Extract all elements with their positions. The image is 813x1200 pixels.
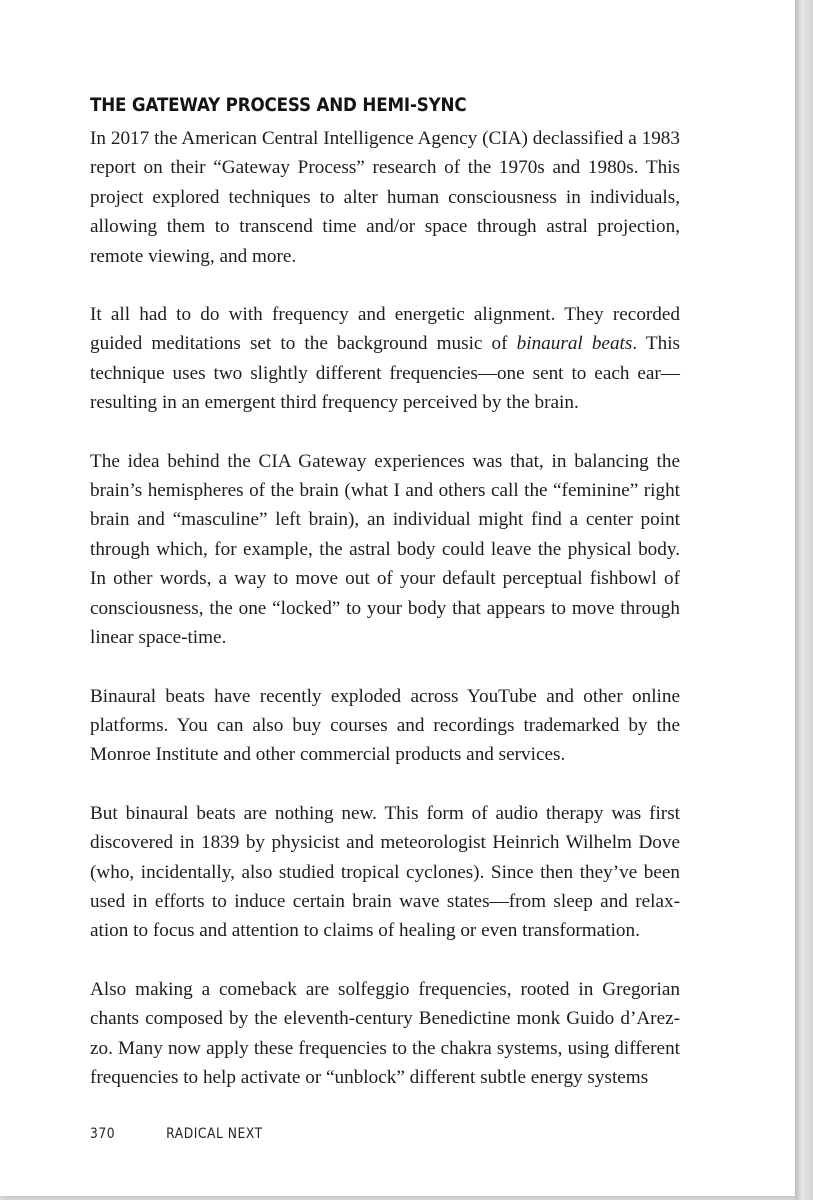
paragraph-2-part-2: . This technique uses two slightly different frequencies—one sent to each ear—resulting in an emergent third frequency perceived by the brain. [90,333,681,414]
paragraph-2-part-1: It all had to do with frequency and energetic alignment. They recorded guided meditations set to the background music of [90,304,680,355]
running-title: RADICAL NEXT [166,1126,263,1142]
page-number: 370 [90,1126,116,1142]
paragraph-5: But binaural beats are nothing new. This form of audio therapy was first discovered in 1839 by physicist and meteorologist Heinrich Wilhelm Dove (who, incidentally, also studied tropical cyclones). Since then they’ve been used in efforts to induce certain brain wave states—from sleep and relaxation to focus and attention to claims of healing or even transformation. [90,802,680,942]
paragraph-6: Also making a comeback are solfeggio frequencies, rooted in Gregorian chants composed by the eleventh-century Benedictine monk Guido d’Arezzo. Many now apply these frequencies to the chakra systems, using different frequencies to help activate or “unblock” different subtle energy systems [90,978,680,1088]
page-content [90,88,680,1121]
page-edge [795,0,813,1200]
page-footer [90,1126,263,1142]
paragraph-3: The idea behind the CIA Gateway experiences was that, in balancing the brain’s hemispheres of the brain (what I and others call the “feminine” right brain and “masculine” left brain), an individual might find a center point through which, for example, the astral body could leave the physical body. In other words, a way to move out of your default perceptual fishbowl of consciousness, the one “locked” to your body that appears to move through linear space-time. [90,450,680,649]
paragraph-2 [90,300,680,418]
paragraph-4: Binaural beats have recently exploded across YouTube and other online platforms. You can also buy courses and recordings trademarked by the Monroe Institute and other commercial products and services. [90,685,680,766]
paragraph-2-italic: binaural beats [516,333,633,355]
section-heading: THE GATEWAY PROCESS AND HEMI-SYNC [90,94,467,116]
paragraph-1: In 2017 the American Central Intelligence Agency (CIA) declassified a 1983 report on their “Gateway Process” research of the 1970s and 1980s. This project explored techniques to alter human consciousness in individuals, allowing them to transcend time and/or space through astral projection, remote viewing, and more. [90,128,680,267]
